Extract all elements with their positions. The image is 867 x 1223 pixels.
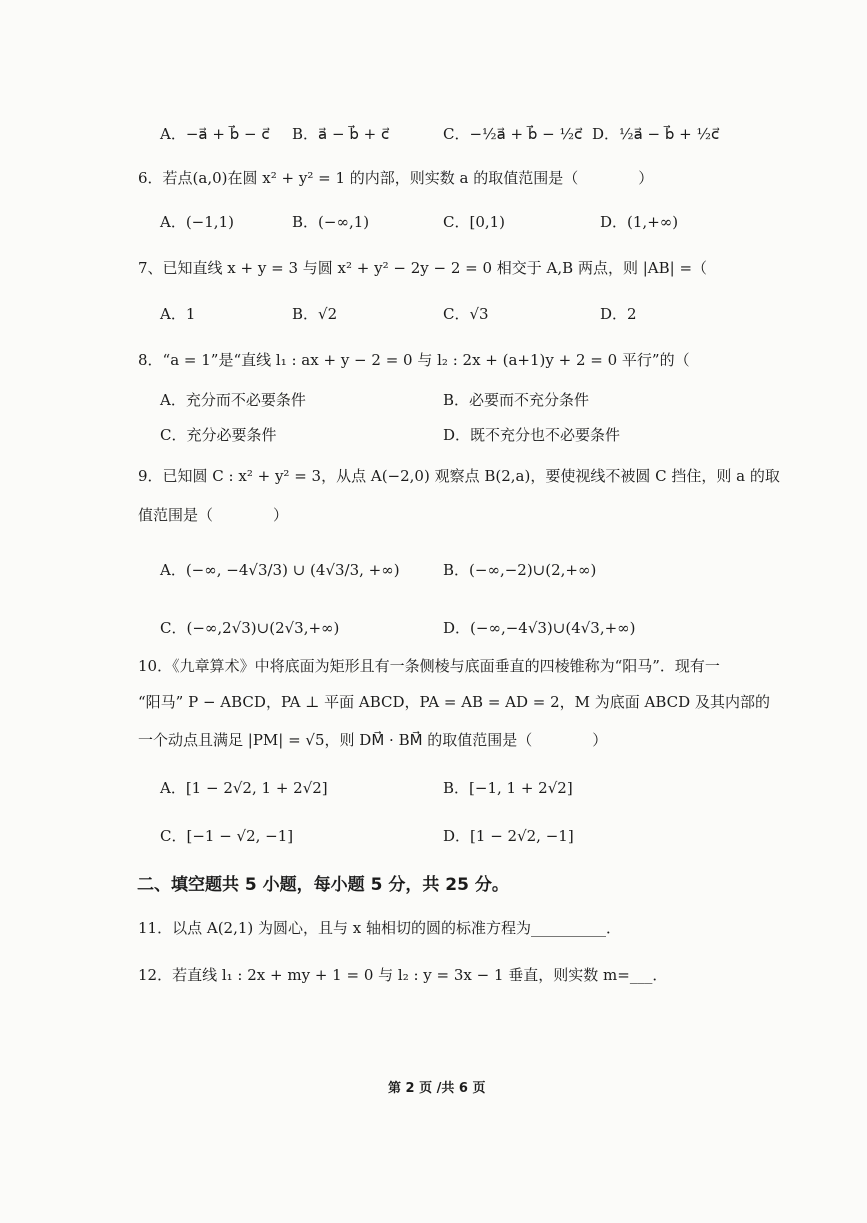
- q6-stem: 6．若点(a,0)在圆 x² + y² = 1 的内部，则实数 a 的取值范围是（ ）: [138, 169, 654, 187]
- q9-stem-line2: 值范围是（ ）: [138, 506, 289, 524]
- q9-option-b: B．(−∞,−2)∪(2,+∞): [443, 561, 597, 579]
- q7-option-a: A．1: [160, 305, 196, 323]
- q8-option-a: A．充分而不必要条件: [160, 391, 306, 409]
- q8-option-c: C．充分必要条件: [160, 426, 277, 444]
- q10-option-c: C．[−1 − √2, −1]: [160, 827, 294, 845]
- q9-option-d: D．(−∞,−4√3)∪(4√3,+∞): [443, 619, 636, 637]
- q8-stem: 8．“a = 1”是“直线 l₁ : ax + y − 2 = 0 与 l₂ : 2x + (a+1)y + 2 = 0 平行”的（: [138, 351, 690, 369]
- q7-option-c: C．√3: [443, 305, 489, 323]
- q5-option-b: B．a⃗ − b⃗ + c⃗: [292, 125, 390, 143]
- q10-stem-line2: “阳马” P − ABCD，PA ⊥ 平面 ABCD，PA = AB = AD = 2，M 为底面 ABCD 及其内部的: [138, 693, 770, 711]
- q10-stem-line1: 10．《九章算术》中将底面为矩形且有一条侧棱与底面垂直的四棱锥称为“阳马”．现有一: [138, 657, 720, 675]
- q6-option-b: B．(−∞,1): [292, 213, 370, 231]
- q7-stem: 7、已知直线 x + y = 3 与圆 x² + y² − 2y − 2 = 0 相交于 A,B 两点，则 |AB| =（: [138, 259, 708, 277]
- q7-option-d: D．2: [600, 305, 637, 323]
- q9-stem-line1: 9．已知圆 C : x² + y² = 3，从点 A(−2,0) 观察点 B(2,a)，要使视线不被圆 C 挡住，则 a 的取: [138, 467, 780, 485]
- q5-option-d: D．½a⃗ − b⃗ + ½c⃗: [592, 125, 720, 143]
- q10-option-d: D．[1 − 2√2, −1]: [443, 827, 574, 845]
- q11-stem: 11．以点 A(2,1) 为圆心，且与 x 轴相切的圆的标准方程为__________．: [138, 919, 622, 937]
- q8-option-b: B．必要而不充分条件: [443, 391, 590, 409]
- q5-option-c: C．−½a⃗ + b⃗ − ½c⃗: [443, 125, 583, 143]
- q6-option-a: A．(−1,1): [160, 213, 234, 231]
- page-footer: 第 2 页 /共 6 页: [388, 1081, 486, 1096]
- q10-option-a: A．[1 − 2√2, 1 + 2√2]: [160, 779, 328, 797]
- q9-option-c: C．(−∞,2√3)∪(2√3,+∞): [160, 619, 340, 637]
- section-two-title: 二、填空题共 5 小题，每小题 5 分，共 25 分。: [137, 875, 509, 895]
- q5-option-a: A．−a⃗ + b⃗ − c⃗: [160, 125, 270, 143]
- q12-stem: 12．若直线 l₁ : 2x + my + 1 = 0 与 l₂ : y = 3x − 1 垂直，则实数 m=___．: [138, 966, 668, 984]
- q9-option-a: A．(−∞, −4√3/3) ∪ (4√3/3, +∞): [160, 561, 400, 579]
- q10-option-b: B．[−1, 1 + 2√2]: [443, 779, 573, 797]
- q7-option-b: B．√2: [292, 305, 338, 323]
- q6-option-d: D．(1,+∞): [600, 213, 679, 231]
- q6-option-c: C．[0,1): [443, 213, 506, 231]
- q10-stem-line3: 一个动点且满足 |PM| = √5，则 DM⃗ · BM⃗ 的取值范围是（ ）: [138, 731, 608, 749]
- q8-option-d: D．既不充分也不必要条件: [443, 426, 621, 444]
